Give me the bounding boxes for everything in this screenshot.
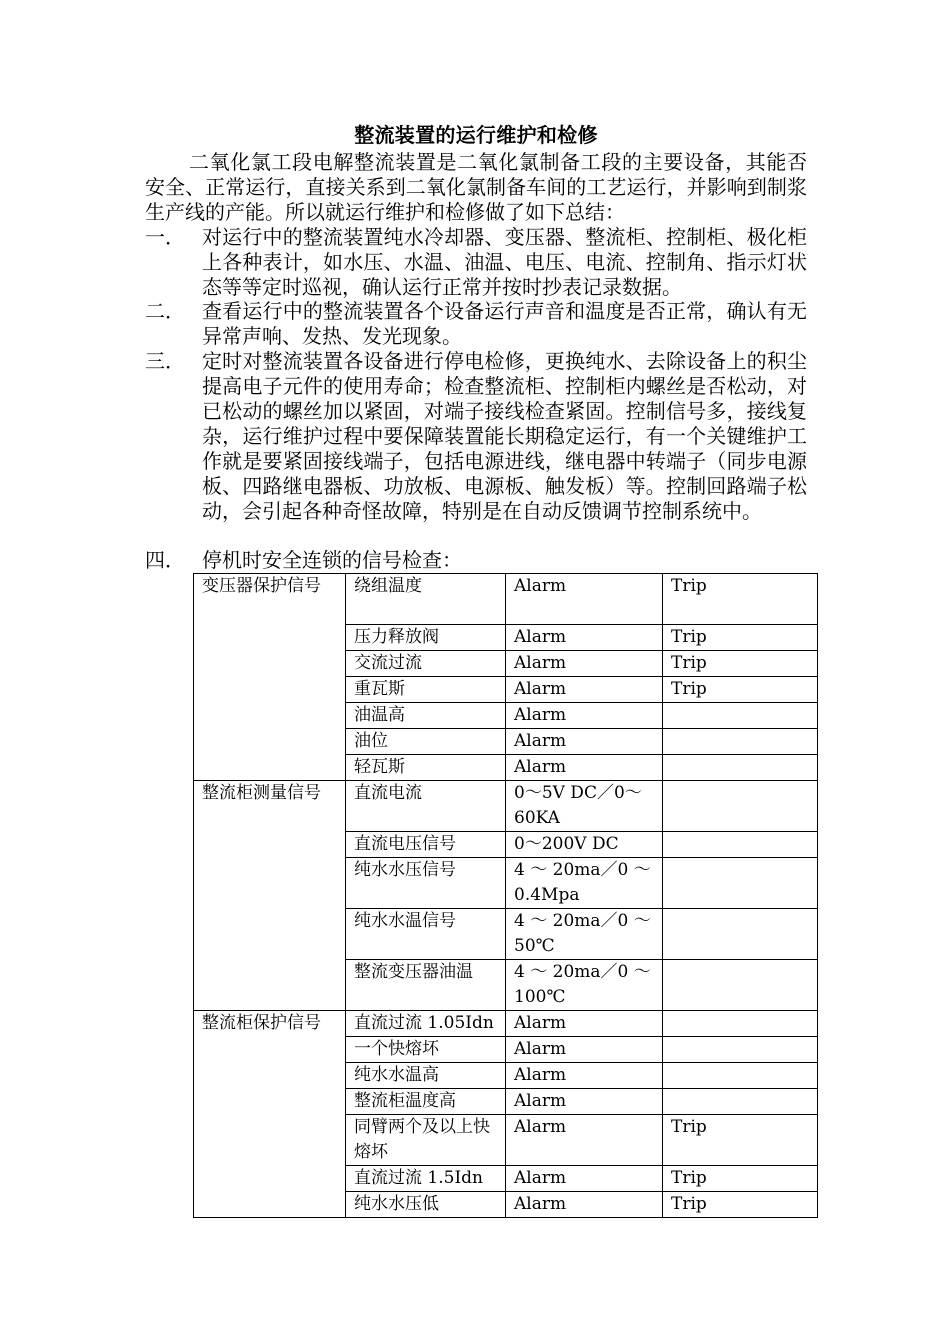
signal-value: Alarm (506, 1089, 663, 1115)
signal-name: 交流过流 (346, 651, 506, 677)
signal-name: 纯水水温高 (346, 1063, 506, 1089)
signal-name: 整流柜温度高 (346, 1089, 506, 1115)
signal-name: 直流电压信号 (346, 832, 506, 858)
list-number: 一． (145, 225, 185, 249)
list-number: 四． (145, 548, 185, 572)
list-text: 查看运行中的整流装置各个设备运行声音和温度是否正常，确认有无异常声响、发热、发光现象。 (202, 299, 807, 348)
signal-action: Trip (663, 1166, 818, 1192)
signal-action (663, 832, 818, 858)
signal-action (663, 755, 818, 781)
signal-name: 直流过流 1.05Idn (346, 1011, 506, 1037)
signal-action (663, 1063, 818, 1089)
signal-value: Alarm (506, 1063, 663, 1089)
signal-name: 压力释放阀 (346, 625, 506, 651)
signal-action (663, 960, 818, 1011)
signal-name: 油温高 (346, 703, 506, 729)
signal-action (663, 703, 818, 729)
signal-value: Alarm (506, 1011, 663, 1037)
signal-action (663, 1089, 818, 1115)
signal-value: 0～5V DC／0～60KA (506, 781, 663, 832)
signal-action (663, 858, 818, 909)
group-label: 整流柜保护信号 (194, 1011, 346, 1218)
signal-name: 整流变压器油温 (346, 960, 506, 1011)
list-text: 定时对整流装置各设备进行停电检修，更换纯水、去除设备上的积尘提高电子元件的使用寿命；检查整流柜、控制柜内螺丝是否松动，对已松动的螺丝加以紧固，对端子接线检查紧固。控制信号多，接线复杂，运行维护过程中要保障装置能长期稳定运行，有一个关键维护工作就是要紧固接线端子，包括电源进线，继电器中转端子（同步电源板、四路继电器板、功放板、电源板、触发板）等。控制回路端子松动，会引起各种奇怪故障，特别是在自动反馈调节控制系统中。 (202, 349, 807, 523)
signal-name: 纯水水压低 (346, 1192, 506, 1218)
signal-action: Trip (663, 625, 818, 651)
signal-value: Alarm (506, 625, 663, 651)
signal-value: 0～200V DC (506, 832, 663, 858)
signal-name: 重瓦斯 (346, 677, 506, 703)
signal-value: Alarm (506, 1037, 663, 1063)
table-row (194, 574, 818, 625)
signal-action: Trip (663, 651, 818, 677)
signal-action (663, 1011, 818, 1037)
signal-name: 纯水水温信号 (346, 909, 506, 960)
signal-value: Alarm (506, 1192, 663, 1218)
signal-name: 油位 (346, 729, 506, 755)
signal-value: 4 ～ 20ma／0 ～0.4Mpa (506, 858, 663, 909)
document-title: 整流装置的运行维护和检修 (354, 123, 598, 147)
signal-name: 绕组温度 (346, 574, 506, 625)
signal-action: Trip (663, 1115, 818, 1166)
signal-action: Trip (663, 1192, 818, 1218)
signal-table (193, 573, 818, 1218)
signal-action (663, 1037, 818, 1063)
group-label: 变压器保护信号 (194, 574, 346, 781)
signal-action (663, 909, 818, 960)
list-number: 三． (145, 349, 185, 373)
signal-name: 同臂两个及以上快熔坏 (346, 1115, 506, 1166)
signal-name: 直流电流 (346, 781, 506, 832)
signal-action: Trip (663, 677, 818, 703)
table-row (194, 781, 818, 832)
table-row (194, 1011, 818, 1037)
list-number: 二． (145, 299, 185, 323)
list-text: 对运行中的整流装置纯水冷却器、变压器、整流柜、控制柜、极化柜上各种表计，如水压、水温、油温、电压、电流、控制角、指示灯状态等等定时巡视，确认运行正常并按时抄表记录数据。 (202, 225, 807, 299)
signal-value: Alarm (506, 677, 663, 703)
signal-action (663, 781, 818, 832)
signal-action (663, 729, 818, 755)
signal-value: 4 ～ 20ma／0 ～50℃ (506, 909, 663, 960)
signal-name: 一个快熔坏 (346, 1037, 506, 1063)
signal-value: Alarm (506, 703, 663, 729)
signal-name: 纯水水压信号 (346, 858, 506, 909)
signal-value: Alarm (506, 729, 663, 755)
intro-paragraph: 二氧化氯工段电解整流装置是二氧化氯制备工段的主要设备，其能否安全、正常运行，直接关系到二氧化氯制备车间的工艺运行，并影响到制浆生产线的产能。所以就运行维护和检修做了如下总结： (145, 150, 807, 224)
signal-name: 轻瓦斯 (346, 755, 506, 781)
signal-value: Alarm (506, 1166, 663, 1192)
signal-value: Alarm (506, 755, 663, 781)
signal-action: Trip (663, 574, 818, 625)
group-label: 整流柜测量信号 (194, 781, 346, 1011)
signal-value: Alarm (506, 574, 663, 625)
list-text: 停机时安全连锁的信号检查： (202, 548, 462, 572)
signal-name: 直流过流 1.5Idn (346, 1166, 506, 1192)
signal-value: Alarm (506, 1115, 663, 1166)
signal-value: 4 ～ 20ma／0 ～100℃ (506, 960, 663, 1011)
signal-value: Alarm (506, 651, 663, 677)
